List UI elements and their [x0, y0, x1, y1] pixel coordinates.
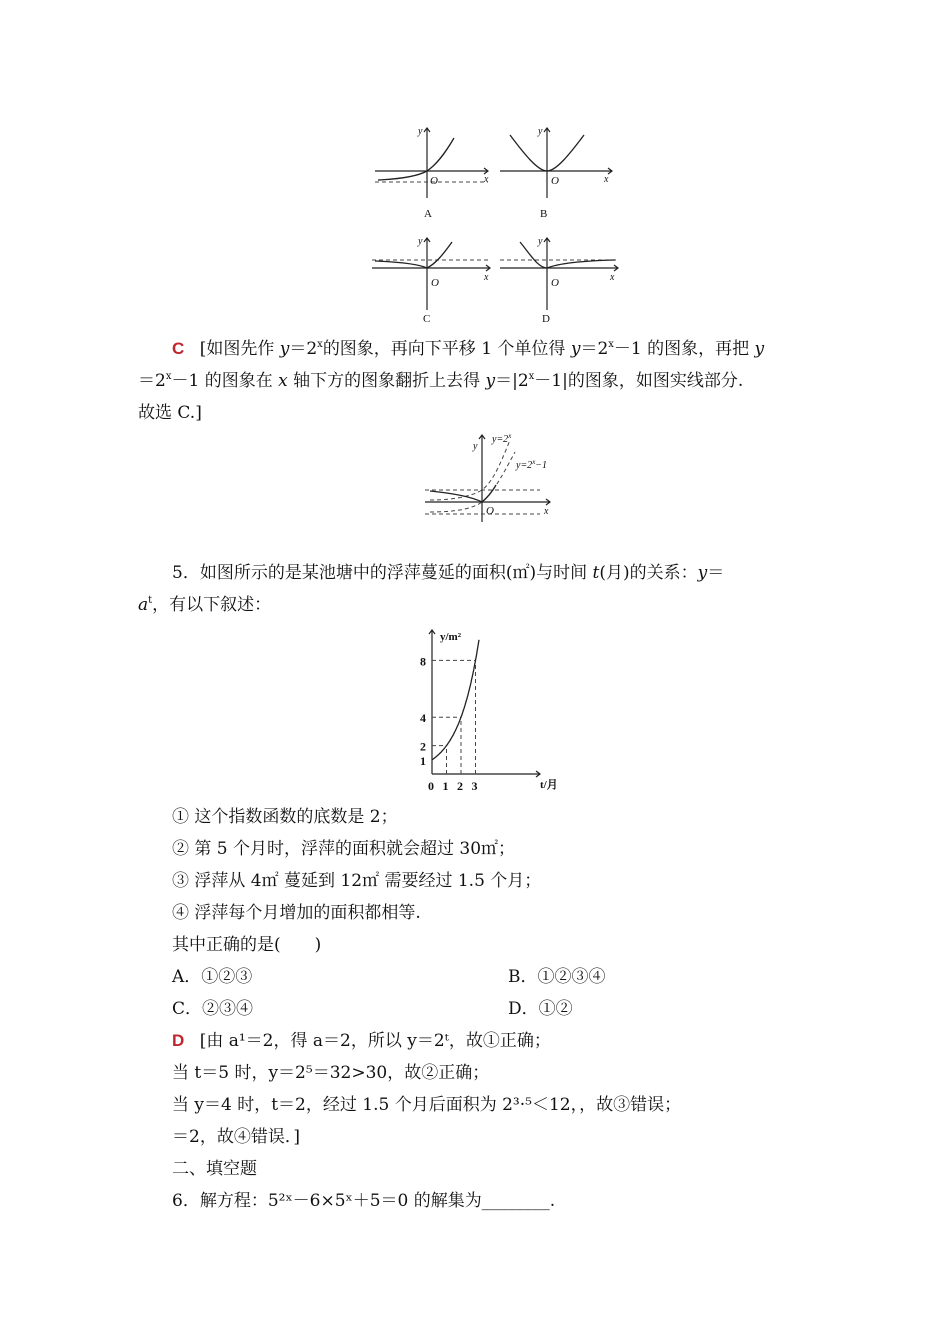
figure-options-abcd — [360, 120, 630, 330]
text-run: y — [279, 339, 290, 359]
mid-x-label: x — [544, 506, 549, 517]
figure-c — [372, 236, 490, 325]
q5-option-b: B．①②③④ — [508, 967, 606, 987]
figure-d-origin: O — [551, 277, 559, 289]
figure-d — [500, 236, 618, 325]
figure-q4-solution — [420, 430, 560, 525]
x-tick-label-1: 1 — [442, 779, 449, 793]
q6-line: 6．解方程：5²ˣ－6×5ˣ＋5＝0 的解集为________. — [172, 1191, 556, 1211]
label-y-2x-minus-1: $y=2^x-1$ — [516, 458, 548, 471]
x-tick-label-3: 3 — [471, 779, 478, 793]
q5-answer-line-1 — [172, 1029, 551, 1053]
q5-statement-1: ① 这个指数函数的底数是 2； — [172, 807, 398, 827]
q5-answer-line-4: ＝2，故④错误．] — [172, 1127, 300, 1147]
text-run: －1 的图象在 — [171, 371, 279, 391]
q4-answer-letter: C — [172, 339, 185, 358]
figure-d-y-label: y — [538, 236, 543, 247]
section-heading: 二、填空题 — [172, 1159, 257, 1179]
q5-statement-2: ② 第 5 个月时，浮萍的面积就会超过 30㎡； — [172, 839, 516, 859]
q5-option-c: C．②③④ — [172, 999, 254, 1019]
text-run: ＝2 — [289, 339, 318, 359]
text-run: [如图先作 — [199, 339, 280, 359]
q5-answer-letter: D — [172, 1031, 185, 1050]
text-run: y — [485, 371, 496, 391]
text-run: y — [697, 563, 708, 583]
x-tick-label-0: 0 — [428, 779, 434, 793]
series-line — [432, 640, 479, 760]
q5-statement-3: ③ 浮萍从 4㎡ 蔓延到 12㎡ 需要经过 1.5 个月； — [172, 871, 542, 891]
label-y-2x: $y=2^x$ — [492, 432, 512, 445]
text-run: ，有以下叙述： — [152, 595, 272, 615]
figure-d-label: D — [542, 313, 550, 325]
figure-b — [500, 126, 612, 220]
q5-line-1 — [172, 561, 724, 585]
text-run: )与时间 — [529, 563, 593, 583]
q5-statement-4: ④ 浮萍每个月增加的面积都相等. — [172, 903, 421, 923]
figure-a-origin: O — [430, 175, 438, 187]
q4-answer-line-1 — [172, 337, 764, 361]
figure-c-x-label: x — [484, 272, 489, 283]
figure-a-label: A — [424, 208, 432, 220]
text-run: ＝2 — [580, 339, 609, 359]
text-run: x — [528, 371, 535, 382]
text-run: 轴下方的图象翻折上去得 — [287, 371, 486, 391]
text-run: －1|的图象，如图实线部分. — [534, 371, 744, 391]
q5-question: 其中正确的是( ) — [172, 935, 322, 955]
text-run: t — [148, 595, 153, 606]
figure-c-y-label: y — [418, 236, 423, 247]
chart-xlabel: t/月 — [540, 779, 558, 791]
figure-c-label: C — [423, 313, 431, 325]
text-run: y — [754, 339, 765, 359]
figure-a-x-label: x — [484, 174, 489, 185]
text-run: ＝2 — [138, 371, 166, 391]
text-run: 的图象，再向下平移 1 个单位得 — [322, 339, 571, 359]
q4-answer-line-2 — [138, 369, 743, 393]
q5-answer-line-3: 当 y＝4 时，t＝2，经过 1.5 个月后面积为 2³·⁵＜12，，故③错误； — [172, 1095, 682, 1115]
text-run: y — [570, 339, 581, 359]
chart-ylabel: y/m² — [440, 631, 462, 643]
figure-b-x-label: x — [604, 174, 609, 185]
text-run: x — [608, 339, 614, 350]
text-run: a — [138, 595, 149, 615]
text-run: x — [278, 371, 288, 391]
q4-answer-line-3: 故选 C.] — [138, 403, 202, 423]
y-tick-label-4: 4 — [420, 711, 426, 726]
text-run: t — [592, 563, 600, 583]
growth-chart — [410, 622, 580, 800]
x-tick-label-2: 2 — [457, 779, 463, 793]
y-tick-label-1: 1 — [420, 753, 426, 768]
figure-a-y-label: y — [418, 126, 423, 137]
q5-answer-line-2: 当 t＝5 时，y＝2⁵＝32>30，故②正确； — [172, 1063, 490, 1083]
text-run: [由 a¹＝2，得 a＝2，所以 y＝2ᵗ，故①正确； — [199, 1031, 551, 1051]
figure-c-origin: O — [431, 277, 439, 289]
figure-b-origin: O — [551, 175, 559, 187]
figure-d-x-label: x — [610, 272, 615, 283]
q5-option-a: A．①②③ — [172, 967, 253, 987]
text-run: ㎡ — [512, 563, 530, 583]
text-run: (月)的关系： — [599, 563, 698, 583]
text-run: ＝|2 — [495, 371, 529, 391]
figure-a — [375, 126, 489, 220]
mid-origin: O — [486, 505, 494, 517]
text-run: －1 的图象，再把 — [613, 339, 755, 359]
figure-b-y-label: y — [538, 126, 543, 137]
y-tick-label-8: 8 — [420, 654, 426, 669]
q5-line-2 — [138, 593, 271, 617]
figure-b-label: B — [540, 208, 548, 220]
q5-option-d: D．①② — [508, 999, 573, 1019]
text-run: ＝ — [707, 563, 725, 583]
text-run: x — [317, 339, 323, 350]
text-run: 5．如图所示的是某池塘中的浮萍蔓延的面积( — [172, 563, 513, 583]
text-run: x — [165, 371, 172, 382]
y-tick-label-2: 2 — [420, 739, 426, 754]
mid-y-label: y — [473, 441, 478, 452]
